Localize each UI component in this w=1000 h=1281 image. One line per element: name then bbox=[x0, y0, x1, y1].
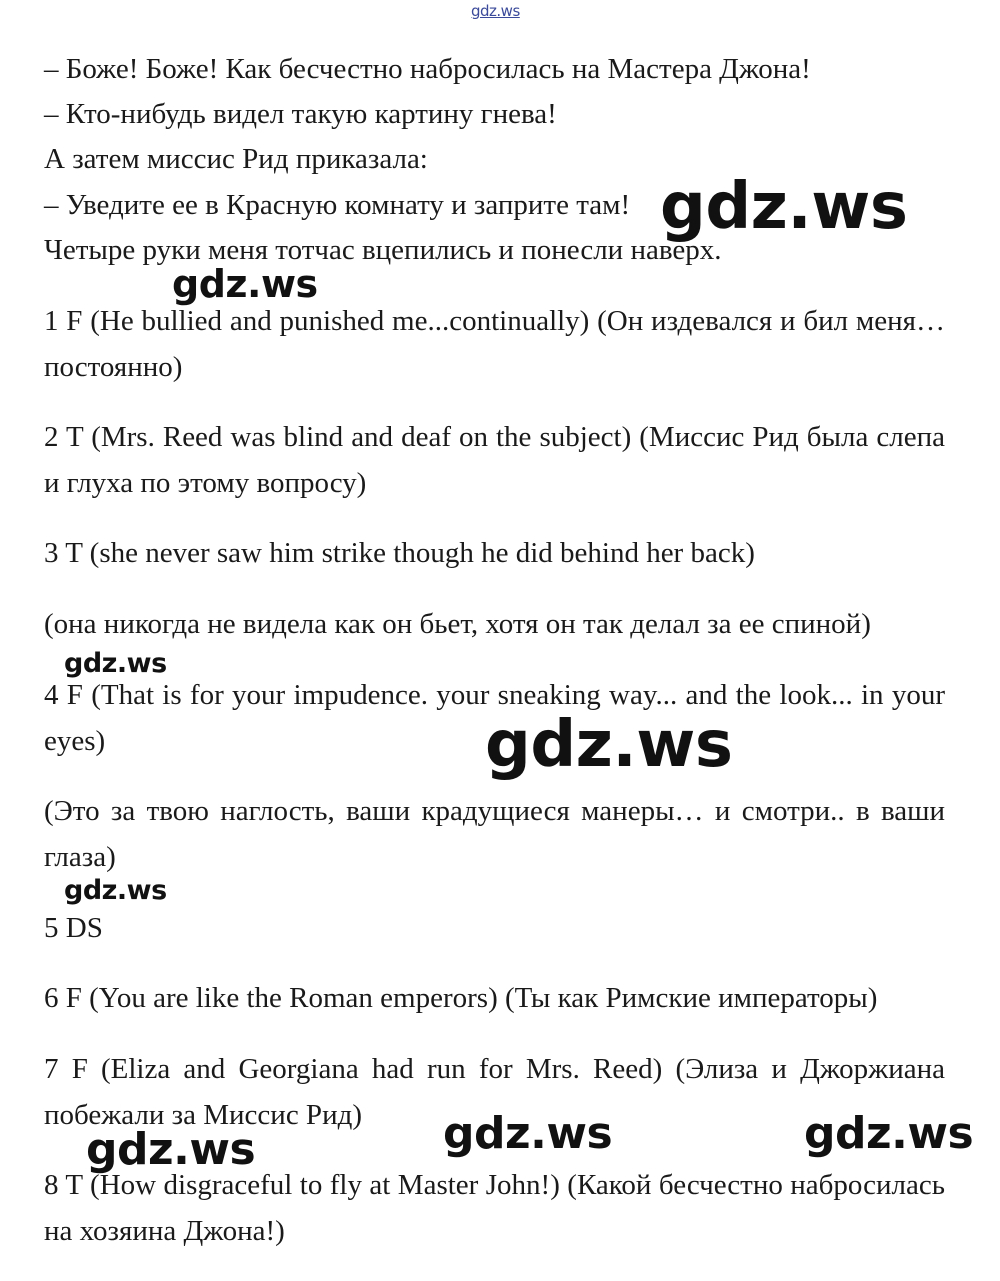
answer-item: 8 T (How disgraceful to fly at Master John!) (Какой бесчестно набросилась на хозяина Джона!) bbox=[44, 1169, 945, 1247]
intro-line: – Уведите ее в Красную комнату и заприте там! bbox=[44, 189, 631, 221]
answer-item: 6 F (You are like the Roman emperors) (Ты как Римские императоры) bbox=[44, 982, 878, 1014]
watermark: gdz.ws bbox=[64, 648, 167, 679]
answer-item: 4 F (That is for your impudence. your sneaking way... and the look... in your eyes) bbox=[44, 679, 945, 757]
watermark: gdz.ws bbox=[804, 1108, 974, 1159]
watermark: gdz.ws bbox=[86, 1124, 256, 1175]
intro-line: – Кто-нибудь видел такую картину гнева! bbox=[44, 98, 557, 130]
watermark: gdz.ws bbox=[172, 262, 318, 306]
answer-item: 3 T (she never saw him strike though he did behind her back) bbox=[44, 537, 755, 569]
answer-item: 2 T (Mrs. Reed was blind and deaf on the subject) (Миссис Рид была слепа и глуха по этому вопросу) bbox=[44, 421, 945, 499]
watermark: gdz.ws bbox=[64, 875, 167, 906]
watermark: gdz.ws bbox=[660, 170, 908, 244]
header-link[interactable]: gdz.ws bbox=[471, 2, 520, 20]
answer-item: 1 F (He bullied and punished me...continually) (Он издевался и бил меня… постоянно) bbox=[44, 305, 945, 383]
answer-item: (она никогда не видела как он бьет, хотя он так делал за ее спиной) bbox=[44, 608, 871, 640]
intro-line: Четыре руки меня тотчас вцепились и понесли наверх. bbox=[44, 234, 722, 266]
answer-item: 7 F (Eliza and Georgiana had run for Mrs. Reed) (Элиза и Джоржиана побежали за Миссис Рид) bbox=[44, 1053, 945, 1131]
watermark: gdz.ws bbox=[443, 1108, 613, 1159]
intro-line: А затем миссис Рид приказала: bbox=[44, 143, 428, 175]
intro-line: – Боже! Боже! Как бесчестно набросилась на Мастера Джона! bbox=[44, 53, 811, 85]
watermark: gdz.ws bbox=[485, 708, 733, 782]
answer-item: (Это за твою наглость, ваши крадущиеся манеры… и смотри.. в ваши глаза) bbox=[44, 795, 945, 873]
answer-item: 5 DS bbox=[44, 912, 103, 944]
